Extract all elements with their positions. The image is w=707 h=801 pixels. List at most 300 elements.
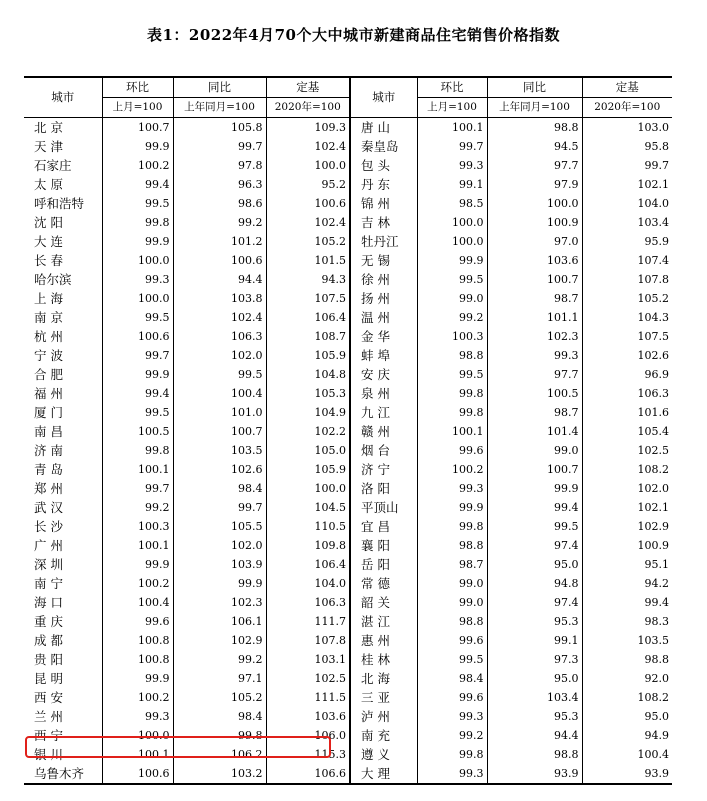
mom-cell: 99.5: [102, 194, 173, 213]
fixed-cell: 103.0: [637, 121, 669, 134]
yoy-cell: 97.8: [173, 156, 266, 175]
city-cell: 呼和浩特: [24, 194, 102, 213]
mom-cell: 99.8: [417, 403, 487, 422]
yoy-cell: 103.6: [487, 251, 582, 270]
yoy-cell: 95.3: [487, 612, 582, 631]
fixed-cell: 110.5: [266, 517, 350, 536]
fixed-cell: 100.9: [637, 539, 669, 552]
table-row: [24, 460, 672, 479]
city-cell: 包 头: [350, 156, 417, 175]
table-row: [24, 669, 672, 688]
city-cell: 九 江: [350, 403, 417, 422]
mom-cell: 99.3: [417, 707, 487, 726]
yoy-cell: 94.8: [487, 574, 582, 593]
fixed-cell: 104.0: [266, 574, 350, 593]
city-cell: 遵 义: [350, 745, 417, 764]
yoy-cell: 98.7: [487, 403, 582, 422]
city-cell: 丹 东: [350, 175, 417, 194]
yoy-cell: 101.1: [487, 308, 582, 327]
yoy-cell: 102.0: [173, 346, 266, 365]
fixed-cell: 100.0: [266, 479, 350, 498]
fixed-cell: 102.6: [637, 349, 669, 362]
mom-cell: 100.1: [417, 118, 487, 138]
mom-cell: 99.8: [417, 745, 487, 764]
mom-cell: 99.3: [417, 156, 487, 175]
fixed-cell: 101.5: [266, 251, 350, 270]
fixed-cell: 105.2: [266, 232, 350, 251]
yoy-cell: 95.3: [487, 707, 582, 726]
table-row: [24, 270, 672, 289]
fixed-cell: 105.9: [266, 460, 350, 479]
fixed-cell: 95.1: [644, 558, 669, 571]
city-cell: 安 庆: [350, 365, 417, 384]
yoy-cell: 101.2: [173, 232, 266, 251]
fixed-cell: 108.7: [266, 327, 350, 346]
yoy-cell: 100.5: [487, 384, 582, 403]
yoy-cell: 94.5: [487, 137, 582, 156]
fixed-cell: 106.0: [266, 726, 350, 745]
fixed-cell: 102.9: [637, 520, 669, 533]
fixed-cell: 107.8: [266, 631, 350, 650]
mom-cell: 98.5: [417, 194, 487, 213]
mom-cell: 100.0: [102, 251, 173, 270]
fixed-cell: 106.3: [637, 387, 669, 400]
mom-cell: 99.9: [102, 669, 173, 688]
mom-cell: 99.3: [102, 270, 173, 289]
mom-cell: 98.7: [417, 555, 487, 574]
mom-cell: 100.2: [102, 688, 173, 707]
city-cell: 赣 州: [350, 422, 417, 441]
table-row: [24, 517, 672, 536]
city-cell: 大 连: [24, 232, 102, 251]
city-cell: 宁 波: [24, 346, 102, 365]
fixed-cell: 99.7: [644, 159, 669, 172]
fixed-cell: 102.5: [266, 669, 350, 688]
table-row: [24, 707, 672, 726]
city-cell: 合 肥: [24, 365, 102, 384]
yoy-cell: 99.9: [487, 479, 582, 498]
city-cell: 泉 州: [350, 384, 417, 403]
fixed-cell: 115.3: [266, 745, 350, 764]
mom-cell: 99.5: [417, 650, 487, 669]
table-row: [24, 422, 672, 441]
yoy-cell: 103.4: [487, 688, 582, 707]
city-cell: 长 沙: [24, 517, 102, 536]
yoy-cell: 103.8: [173, 289, 266, 308]
yoy-cell: 103.9: [173, 555, 266, 574]
fixed-cell: 105.9: [266, 346, 350, 365]
mom-cell: 99.9: [102, 137, 173, 156]
city-cell: 武 汉: [24, 498, 102, 517]
city-cell: 岳 阳: [350, 555, 417, 574]
yoy-cell: 98.7: [487, 289, 582, 308]
fixed-cell: 92.0: [644, 672, 669, 685]
fixed-cell: 101.6: [637, 406, 669, 419]
fixed-cell: 98.3: [644, 615, 669, 628]
city-cell: 兰 州: [24, 707, 102, 726]
yoy-cell: 99.2: [173, 213, 266, 232]
city-cell: 桂 林: [350, 650, 417, 669]
yoy-cell: 99.1: [487, 631, 582, 650]
city-cell: 牡丹江: [350, 232, 417, 251]
yoy-cell: 100.0: [487, 194, 582, 213]
fixed-cell: 98.8: [644, 653, 669, 666]
mom-cell: 100.0: [102, 289, 173, 308]
fixed-cell: 96.9: [644, 368, 669, 381]
yoy-cell: 102.9: [173, 631, 266, 650]
yoy-cell: 99.7: [173, 137, 266, 156]
fixed-base-right: 2020年=100: [582, 98, 672, 118]
yoy-cell: 99.0: [487, 441, 582, 460]
mom-cell: 99.1: [417, 175, 487, 194]
table-row: [24, 327, 672, 346]
city-cell: 广 州: [24, 536, 102, 555]
yoy-cell: 105.2: [173, 688, 266, 707]
yoy-cell: 100.7: [173, 422, 266, 441]
fixed-cell: 106.4: [266, 308, 350, 327]
yoy-header-right: 同比: [487, 77, 582, 98]
mom-cell: 99.8: [417, 384, 487, 403]
mom-cell: 99.9: [102, 365, 173, 384]
yoy-cell: 106.1: [173, 612, 266, 631]
yoy-cell: 97.4: [487, 593, 582, 612]
mom-cell: 100.3: [102, 517, 173, 536]
table-row: [24, 213, 672, 232]
mom-cell: 98.8: [417, 536, 487, 555]
city-cell: 温 州: [350, 308, 417, 327]
city-cell: 贵 阳: [24, 650, 102, 669]
fixed-cell: 102.0: [637, 482, 669, 495]
table-row: [24, 650, 672, 669]
table-header: [24, 77, 672, 118]
city-cell: 西 宁: [24, 726, 102, 745]
mom-cell: 100.0: [417, 213, 487, 232]
fixed-cell: 106.3: [266, 593, 350, 612]
mom-cell: 100.1: [102, 745, 173, 764]
mom-cell: 99.6: [417, 688, 487, 707]
mom-cell: 99.0: [417, 593, 487, 612]
mom-base-right: 上月=100: [417, 98, 487, 118]
yoy-cell: 97.9: [487, 175, 582, 194]
city-cell: 南 充: [350, 726, 417, 745]
city-cell: 锦 州: [350, 194, 417, 213]
fixed-cell: 103.4: [637, 216, 669, 229]
fixed-cell: 93.9: [582, 764, 672, 784]
mom-cell: 99.2: [417, 726, 487, 745]
mom-cell: 100.7: [102, 118, 173, 138]
fixed-cell: 95.2: [266, 175, 350, 194]
fixed-cell: 109.3: [266, 118, 350, 138]
yoy-cell: 99.5: [173, 365, 266, 384]
table-row: [24, 251, 672, 270]
city-cell: 平顶山: [350, 498, 417, 517]
city-cell: 西 安: [24, 688, 102, 707]
mom-cell: 100.1: [102, 460, 173, 479]
city-cell: 银 川: [24, 745, 102, 764]
table-row: [24, 194, 672, 213]
table-row: [24, 479, 672, 498]
yoy-cell: 100.7: [487, 460, 582, 479]
table-row: [24, 137, 672, 156]
city-cell: 惠 州: [350, 631, 417, 650]
yoy-cell: 103.2: [173, 764, 266, 784]
mom-cell: 99.2: [417, 308, 487, 327]
mom-cell: 100.8: [102, 650, 173, 669]
mom-header-right: 环比: [417, 77, 487, 98]
mom-cell: 98.8: [417, 346, 487, 365]
city-cell: 海 口: [24, 593, 102, 612]
fixed-cell: 107.4: [637, 254, 669, 267]
city-cell: 北 京: [24, 118, 102, 138]
table-row: [24, 346, 672, 365]
yoy-base-left: 上年同月=100: [173, 98, 266, 118]
mom-cell: 100.6: [102, 764, 173, 784]
fixed-cell: 103.5: [637, 634, 669, 647]
mom-cell: 99.4: [102, 384, 173, 403]
table-row: [24, 498, 672, 517]
yoy-cell: 97.7: [487, 156, 582, 175]
city-cell: 成 都: [24, 631, 102, 650]
fixed-cell: 111.7: [266, 612, 350, 631]
yoy-cell: 103.5: [173, 441, 266, 460]
city-cell: 韶 关: [350, 593, 417, 612]
yoy-cell: 102.3: [173, 593, 266, 612]
fixed-cell: 105.4: [637, 425, 669, 438]
table-row: [24, 365, 672, 384]
fixed-cell: 100.6: [266, 194, 350, 213]
fixed-cell: 109.8: [266, 536, 350, 555]
fixed-cell: 95.0: [644, 710, 669, 723]
fixed-cell: 94.2: [644, 577, 669, 590]
yoy-cell: 99.4: [487, 498, 582, 517]
mom-cell: 100.2: [102, 156, 173, 175]
yoy-cell: 100.9: [487, 213, 582, 232]
table-body: [24, 118, 672, 785]
mom-cell: 99.8: [102, 213, 173, 232]
fixed-cell: 105.0: [266, 441, 350, 460]
yoy-cell: 98.8: [487, 745, 582, 764]
yoy-cell: 105.5: [173, 517, 266, 536]
city-cell: 济 南: [24, 441, 102, 460]
fixed-cell: 104.3: [637, 311, 669, 324]
mom-base-left: 上月=100: [102, 98, 173, 118]
mom-cell: 99.3: [417, 764, 487, 784]
city-cell: 徐 州: [350, 270, 417, 289]
mom-cell: 99.5: [417, 270, 487, 289]
yoy-cell: 97.3: [487, 650, 582, 669]
fixed-cell: 111.5: [266, 688, 350, 707]
city-cell: 金 华: [350, 327, 417, 346]
city-cell: 哈尔滨: [24, 270, 102, 289]
fixed-cell: 106.4: [266, 555, 350, 574]
yoy-cell: 102.6: [173, 460, 266, 479]
table-row: [24, 308, 672, 327]
table-row: [24, 612, 672, 631]
table-row: [24, 536, 672, 555]
yoy-cell: 102.4: [173, 308, 266, 327]
fixed-cell: 107.5: [266, 289, 350, 308]
mom-cell: 100.5: [102, 422, 173, 441]
mom-cell: 99.7: [102, 479, 173, 498]
yoy-cell: 95.0: [487, 555, 582, 574]
yoy-cell: 102.0: [173, 536, 266, 555]
fixed-cell: 100.4: [637, 748, 669, 761]
city-cell: 福 州: [24, 384, 102, 403]
mom-cell: 99.9: [102, 232, 173, 251]
table-row: [24, 555, 672, 574]
city-cell: 济 宁: [350, 460, 417, 479]
yoy-cell: 102.3: [487, 327, 582, 346]
fixed-cell: 102.1: [637, 178, 669, 191]
mom-cell: 100.2: [102, 574, 173, 593]
mom-cell: 99.0: [417, 289, 487, 308]
city-cell: 乌鲁木齐: [24, 764, 102, 784]
city-cell: 常 德: [350, 574, 417, 593]
yoy-cell: 98.4: [173, 479, 266, 498]
fixed-cell: 105.3: [266, 384, 350, 403]
mom-cell: 100.3: [417, 327, 487, 346]
mom-cell: 99.6: [417, 441, 487, 460]
mom-cell: 99.9: [102, 555, 173, 574]
city-header-right: 城市: [350, 77, 417, 118]
city-cell: 重 庆: [24, 612, 102, 631]
city-header-left: 城市: [24, 77, 102, 118]
mom-cell: 99.8: [102, 441, 173, 460]
city-cell: 长 春: [24, 251, 102, 270]
city-cell: 无 锡: [350, 251, 417, 270]
city-cell: 烟 台: [350, 441, 417, 460]
fixed-cell: 95.9: [644, 235, 669, 248]
yoy-cell: 101.0: [173, 403, 266, 422]
mom-cell: 99.3: [417, 479, 487, 498]
table-row: [24, 156, 672, 175]
mom-cell: 98.4: [417, 669, 487, 688]
mom-cell: 100.4: [102, 593, 173, 612]
fixed-cell: 104.5: [266, 498, 350, 517]
fixed-cell: 103.1: [266, 650, 350, 669]
mom-cell: 100.0: [102, 726, 173, 745]
fixed-cell: 106.6: [266, 764, 350, 784]
city-cell: 泸 州: [350, 707, 417, 726]
mom-cell: 99.2: [102, 498, 173, 517]
table-row: [24, 764, 672, 784]
yoy-cell: 97.7: [487, 365, 582, 384]
mom-cell: 100.1: [102, 536, 173, 555]
mom-cell: 99.7: [102, 346, 173, 365]
table-row: [24, 289, 672, 308]
price-index-table: [24, 76, 672, 785]
mom-cell: 99.5: [417, 365, 487, 384]
mom-cell: 99.0: [417, 574, 487, 593]
city-cell: 秦皇岛: [350, 137, 417, 156]
yoy-cell: 106.3: [173, 327, 266, 346]
table-row: [24, 232, 672, 251]
yoy-cell: 96.3: [173, 175, 266, 194]
mom-cell: 99.5: [102, 403, 173, 422]
city-cell: 扬 州: [350, 289, 417, 308]
yoy-cell: 94.4: [487, 726, 582, 745]
mom-cell: 99.9: [417, 498, 487, 517]
city-cell: 三 亚: [350, 688, 417, 707]
city-cell: 洛 阳: [350, 479, 417, 498]
mom-cell: 99.8: [417, 517, 487, 536]
table-row: [24, 688, 672, 707]
fixed-cell: 104.8: [266, 365, 350, 384]
yoy-cell: 94.4: [173, 270, 266, 289]
fixed-cell: 103.6: [266, 707, 350, 726]
yoy-cell: 101.4: [487, 422, 582, 441]
city-cell: 宜 昌: [350, 517, 417, 536]
city-cell: 太 原: [24, 175, 102, 194]
fixed-cell: 94.3: [266, 270, 350, 289]
yoy-cell: 95.0: [487, 669, 582, 688]
fixed-cell: 108.2: [637, 463, 669, 476]
yoy-cell: 98.4: [173, 707, 266, 726]
city-cell: 襄 阳: [350, 536, 417, 555]
city-cell: 大 理: [350, 764, 417, 784]
mom-cell: 99.9: [417, 251, 487, 270]
city-cell: 南 宁: [24, 574, 102, 593]
yoy-cell: 97.4: [487, 536, 582, 555]
mom-cell: 100.2: [417, 460, 487, 479]
table-row: [24, 384, 672, 403]
city-cell: 吉 林: [350, 213, 417, 232]
yoy-cell: 106.2: [173, 745, 266, 764]
mom-cell: 100.0: [417, 232, 487, 251]
mom-cell: 100.8: [102, 631, 173, 650]
mom-cell: 99.5: [102, 308, 173, 327]
fixed-cell: 102.2: [266, 422, 350, 441]
yoy-cell: 98.6: [173, 194, 266, 213]
yoy-cell: 93.9: [487, 764, 582, 784]
fixed-cell: 107.8: [637, 273, 669, 286]
mom-cell: 99.7: [417, 137, 487, 156]
city-cell: 唐 山: [350, 118, 417, 138]
mom-cell: 99.6: [102, 612, 173, 631]
mom-cell: 99.6: [417, 631, 487, 650]
fixed-base-left: 2020年=100: [266, 98, 350, 118]
fixed-cell: 108.2: [637, 691, 669, 704]
table-row: [24, 403, 672, 422]
city-cell: 郑 州: [24, 479, 102, 498]
table-row: [24, 175, 672, 194]
city-cell: 深 圳: [24, 555, 102, 574]
fixed-cell: 102.5: [637, 444, 669, 457]
yoy-cell: 97.1: [173, 669, 266, 688]
fixed-cell: 94.9: [644, 729, 669, 742]
yoy-cell: 105.8: [173, 118, 266, 138]
yoy-cell: 100.6: [173, 251, 266, 270]
fixed-cell: 104.9: [266, 403, 350, 422]
table-row: [24, 593, 672, 612]
city-cell: 厦 门: [24, 403, 102, 422]
yoy-base-right: 上年同月=100: [487, 98, 582, 118]
fixed-cell: 104.0: [637, 197, 669, 210]
yoy-cell: 99.8: [173, 726, 266, 745]
yoy-cell: 100.7: [487, 270, 582, 289]
mom-cell: 99.3: [102, 707, 173, 726]
table-row: [24, 574, 672, 593]
mom-cell: 99.4: [102, 175, 173, 194]
mom-header-left: 环比: [102, 77, 173, 98]
city-cell: 天 津: [24, 137, 102, 156]
yoy-cell: 98.8: [487, 118, 582, 138]
city-cell: 南 昌: [24, 422, 102, 441]
table-row: [24, 441, 672, 460]
city-cell: 杭 州: [24, 327, 102, 346]
mom-cell: 98.8: [417, 612, 487, 631]
table-row: [24, 118, 672, 138]
